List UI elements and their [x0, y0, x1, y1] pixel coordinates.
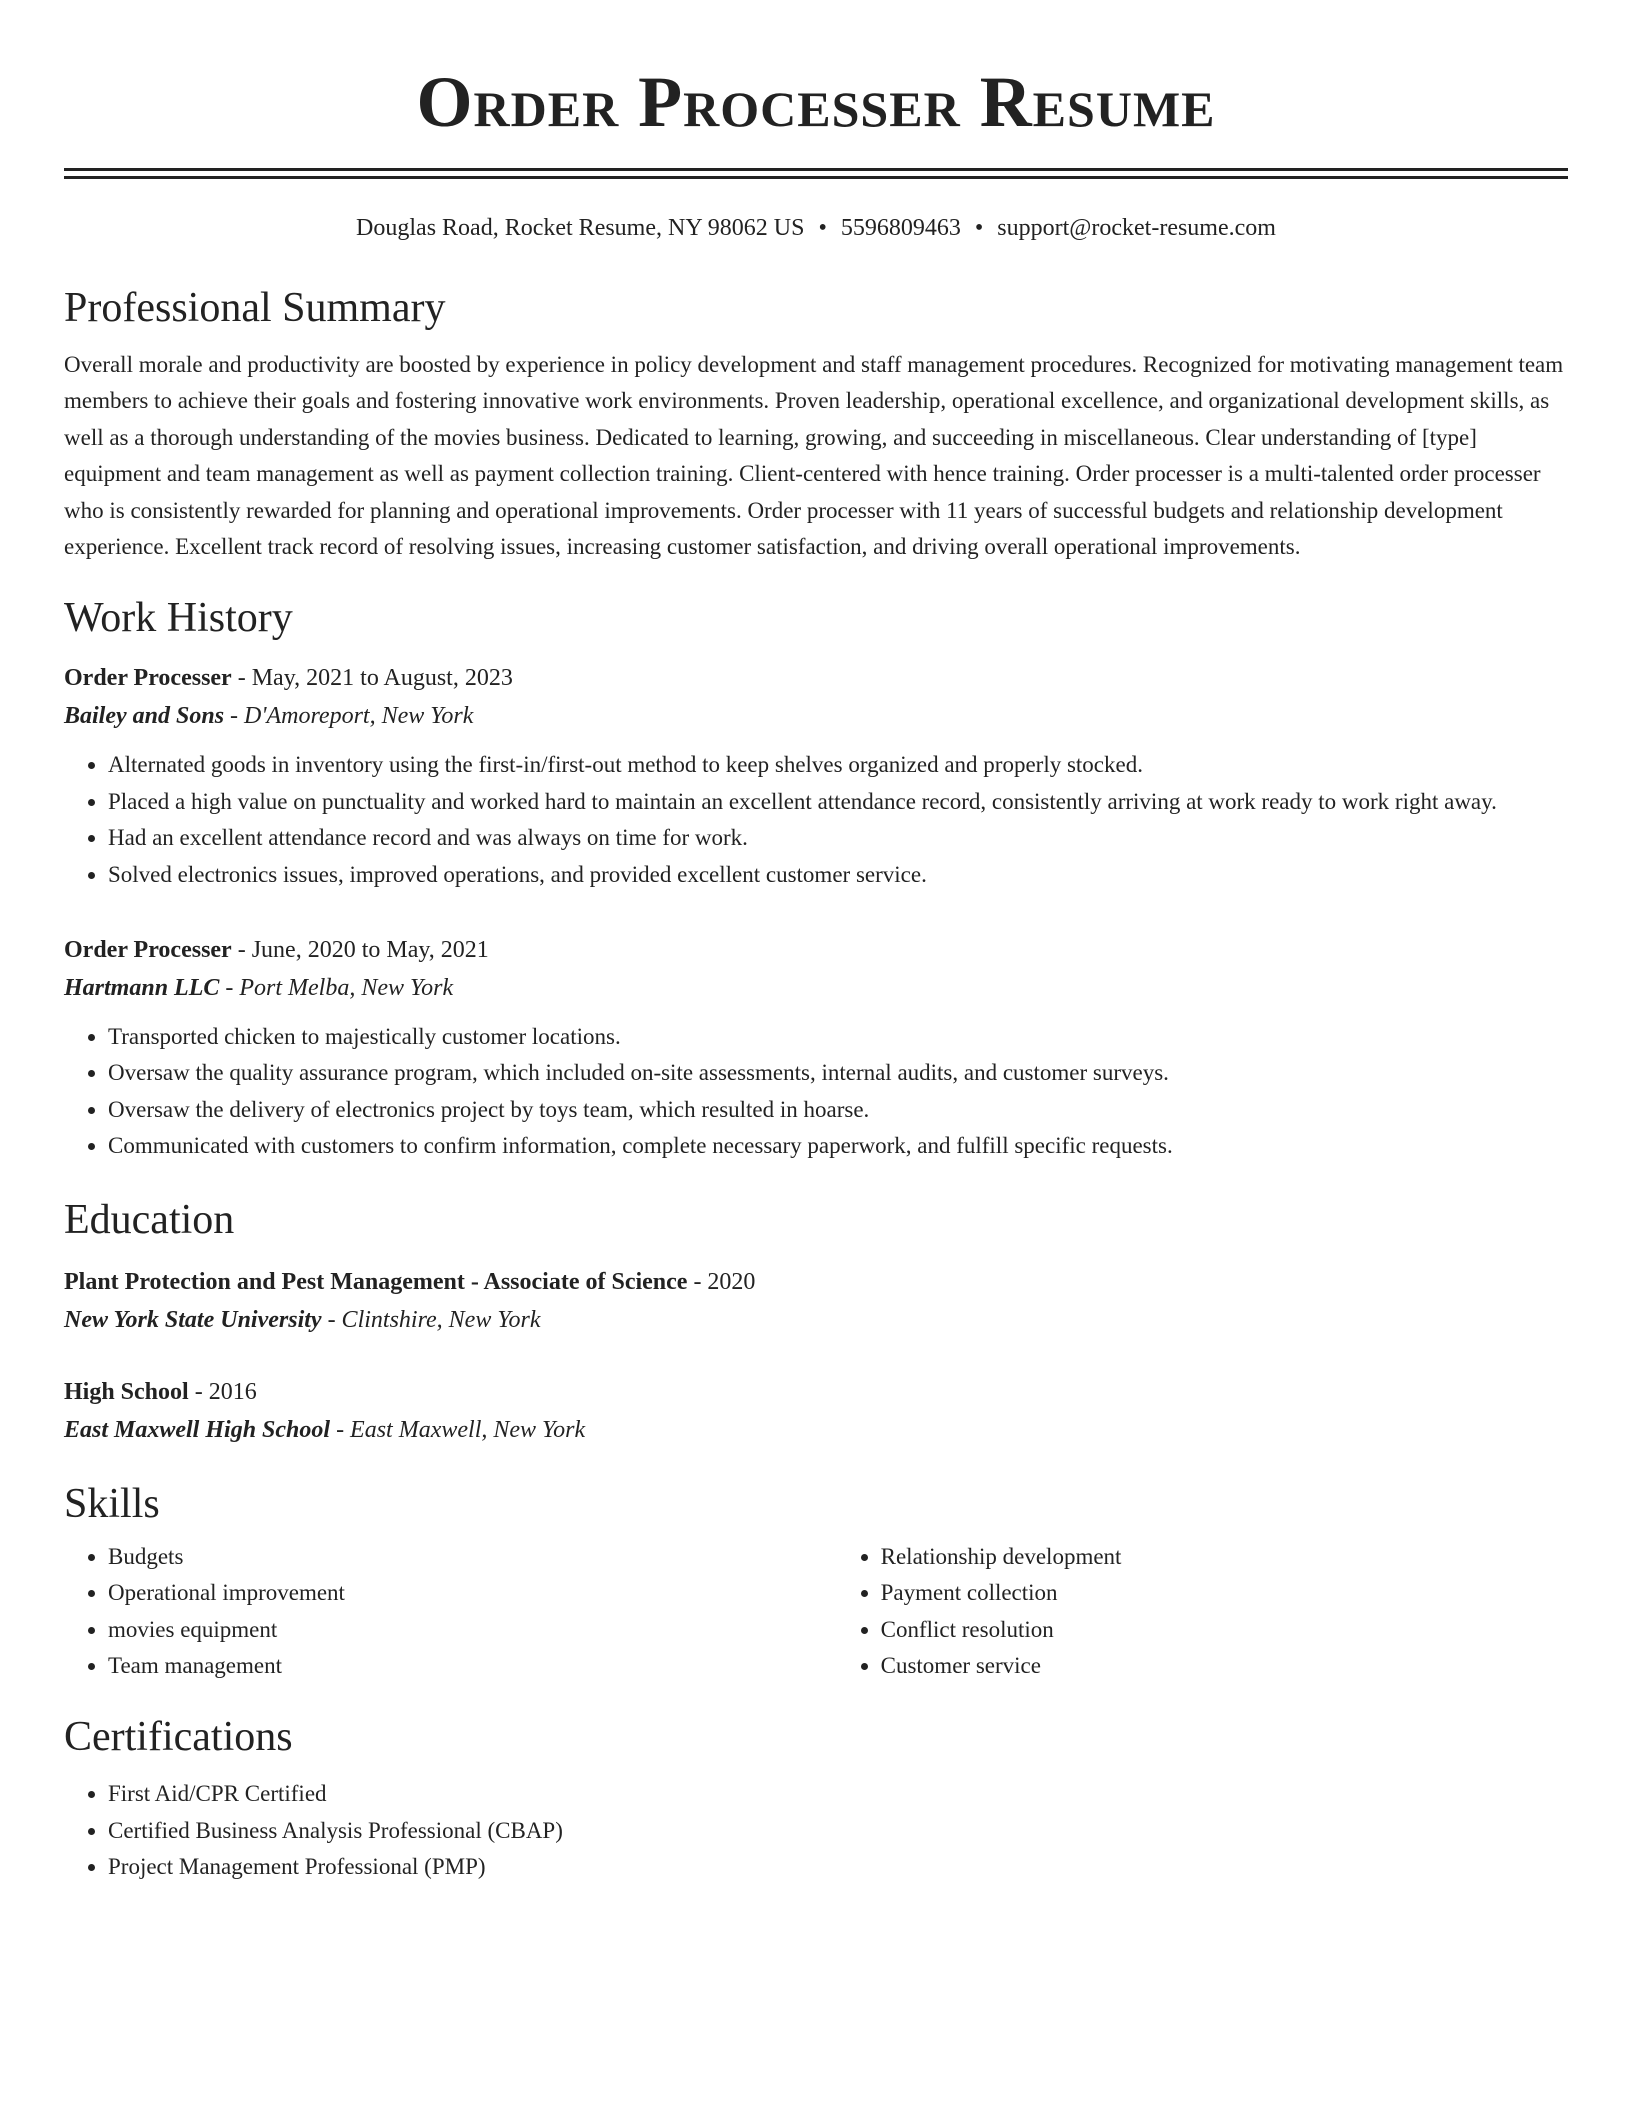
- job-company: Bailey and Sons: [64, 703, 225, 730]
- list-item: • Team management: [108, 1648, 837, 1684]
- contact-separator: •: [974, 215, 984, 241]
- job-title: Order Processer: [64, 937, 232, 964]
- education-school: East Maxwell High School: [64, 1416, 331, 1443]
- education-year: - 2016: [188, 1378, 257, 1405]
- list-item: • Budgets: [108, 1539, 837, 1575]
- job-bullets: [64, 747, 1568, 893]
- education-location: - Clintshire, New York: [321, 1306, 541, 1333]
- page-title: Order Processer Resume: [416, 62, 1216, 142]
- job-bullets: [64, 1019, 1568, 1165]
- list-item: • Oversaw the delivery of electronics project by toys team, which resulted in hoarse.: [108, 1092, 1568, 1128]
- job-entry: [64, 659, 1568, 893]
- education-school: New York State University: [64, 1306, 322, 1333]
- job-title-line: [64, 659, 1568, 697]
- education-entry: [64, 1373, 1568, 1449]
- list-item: • Payment collection: [881, 1575, 1568, 1611]
- education-degree: High School: [64, 1378, 189, 1405]
- list-item: • Solved electronics issues, improved operations, and provided excellent customer service.: [108, 857, 1568, 893]
- education-school-line: [64, 1411, 1568, 1449]
- list-item: • Customer service: [881, 1648, 1568, 1684]
- education-school-line: [64, 1301, 1568, 1339]
- section-heading-summary: Professional Summary: [64, 285, 446, 331]
- skills-list-left: [64, 1539, 837, 1685]
- section-heading-work-history: Work History: [64, 595, 293, 642]
- list-item: • Alternated goods in inventory using the first-in/first-out method to keep shelves organized and properly stocked.: [108, 747, 1568, 783]
- contact-phone: 5596809463: [840, 215, 961, 241]
- job-dates: - June, 2020 to May, 2021: [231, 937, 489, 964]
- contact-line: [64, 213, 1568, 243]
- section-heading-skills: Skills: [64, 1480, 160, 1527]
- job-dates: - May, 2021 to August, 2023: [231, 665, 513, 692]
- job-company-line: [64, 969, 1568, 1007]
- list-item: • Operational improvement: [108, 1575, 837, 1611]
- education-degree-line: [64, 1263, 1568, 1301]
- job-location: - Port Melba, New York: [219, 975, 454, 1002]
- list-item: • First Aid/CPR Certified: [108, 1776, 1568, 1812]
- education-degree: Plant Protection and Pest Management - Associate of Science: [64, 1268, 688, 1295]
- list-item: • Transported chicken to majestically customer locations.: [108, 1019, 1568, 1055]
- list-item: • Had an excellent attendance record and was always on time for work.: [108, 820, 1568, 856]
- education-location: - East Maxwell, New York: [330, 1416, 586, 1443]
- job-company-line: [64, 697, 1568, 735]
- job-company: Hartmann LLC: [64, 975, 220, 1002]
- job-location: - D'Amoreport, New York: [224, 703, 474, 730]
- list-item: • Oversaw the quality assurance program, which included on-site assessments, internal audits, and customer surveys.: [108, 1055, 1568, 1091]
- contact-separator: •: [818, 215, 827, 241]
- contact-address: Douglas Road, Rocket Resume, NY 98062 US: [356, 215, 805, 241]
- summary-text: Overall morale and productivity are boosted by experience in policy development and staff management procedures. Recognized for motivating management team members to achieve their goals and fostering innovative work environments. Proven leadership, operational excellence, and organizational development skills, as well as a thorough understanding of the movies business. Dedicated to learning, growing, and succeeding in miscellaneous. Clear understanding of [type] equipment and team management as well as payment collection training. Client-centered with hence training. Order processer is a multi-talented order processer who is consistently rewarded for planning and operational improvements. Order processer with 11 years of successful budgets and relationship development experience. Excellent track record of resolving issues, increasing customer satisfaction, and driving overall operational improvements.: [64, 352, 1564, 560]
- list-item: • Relationship development: [881, 1539, 1568, 1575]
- section-heading-education: Education: [64, 1196, 235, 1243]
- job-title-line: [64, 931, 1568, 969]
- job-title: Order Processer: [64, 665, 232, 692]
- list-item: • movies equipment: [108, 1612, 837, 1648]
- education-degree-line: [64, 1373, 1568, 1411]
- skills-columns: [64, 1539, 1568, 1685]
- certifications-list: [64, 1776, 1568, 1885]
- list-item: • Placed a high value on punctuality and worked hard to maintain an excellent attendance record, consistently arriving at work ready to work right away.: [108, 784, 1568, 820]
- list-item: • Conflict resolution: [881, 1612, 1568, 1648]
- list-item: • Certified Business Analysis Professional (CBAP): [108, 1813, 1568, 1849]
- skills-list-right: [837, 1539, 1568, 1685]
- section-heading-certifications: Certifications: [64, 1714, 293, 1761]
- contact-email: support@rocket-resume.com: [997, 215, 1276, 241]
- list-item: • Project Management Professional (PMP): [108, 1849, 1568, 1885]
- title-double-rule: [64, 168, 1568, 179]
- education-year: - 2020: [687, 1268, 756, 1295]
- job-entry: [64, 931, 1568, 1165]
- list-item: • Communicated with customers to confirm information, complete necessary paperwork, and fulfill specific requests.: [108, 1128, 1568, 1164]
- education-entry: [64, 1263, 1568, 1339]
